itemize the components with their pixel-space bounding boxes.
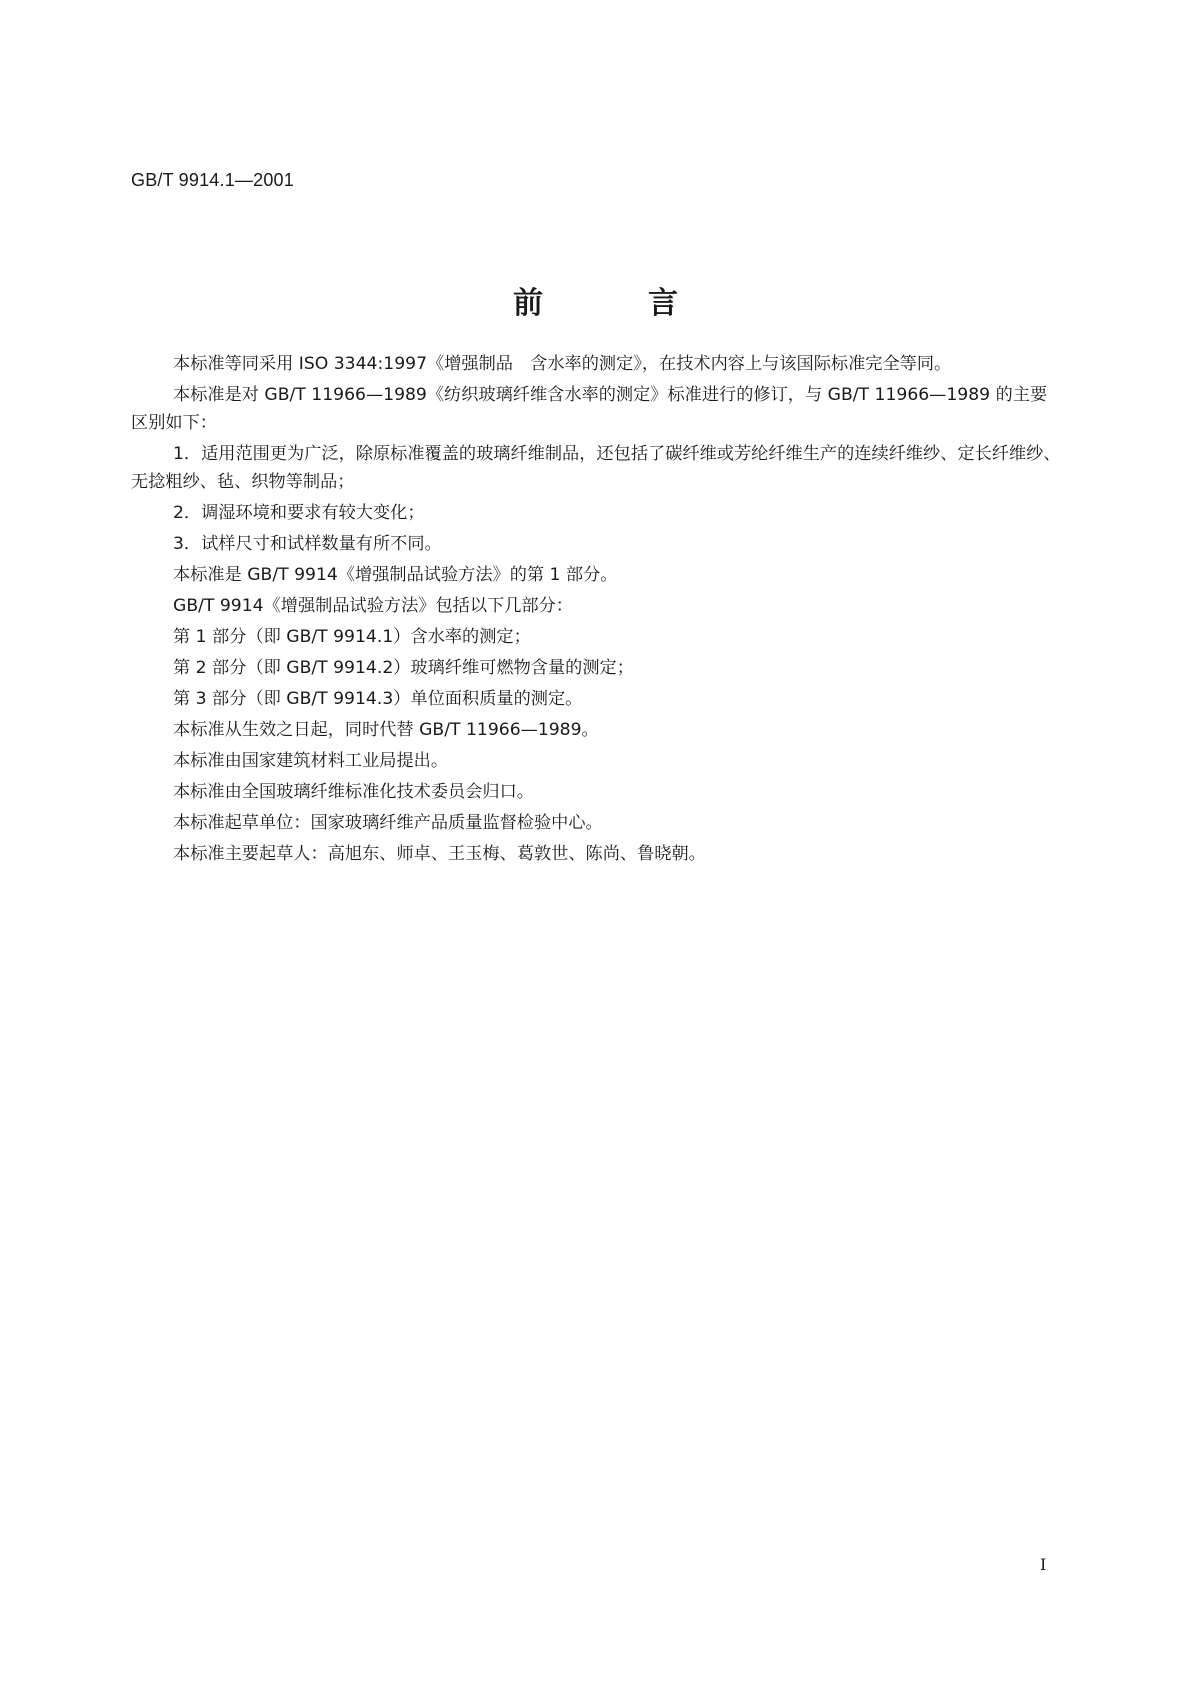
paragraph-part-of-series: 本标准是 GB/T 9914《增强制品试验方法》的第 1 部分。 xyxy=(173,565,618,585)
paragraph-revision: 本标准是对 GB/T 11966—1989《纺织玻璃纤维含水率的测定》标准进行的修订，与 GB/T 11966—1989 的主要区别如下： xyxy=(131,385,1048,433)
foreword-title xyxy=(0,278,1191,322)
list-item-part-1: 第 1 部分（即 GB/T 9914.1）含水率的测定； xyxy=(173,627,531,647)
list-item-difference-2: 2．调湿环境和要求有较大变化； xyxy=(173,503,425,523)
document-code: GB/T 9914.1—2001 xyxy=(131,170,294,190)
paragraph-series-parts: GB/T 9914《增强制品试验方法》包括以下几部分： xyxy=(173,596,573,616)
paragraph-adoption: 本标准等同采用 ISO 3344:1997《增强制品 含水率的测定》，在技术内容上与该国际标准完全等同。 xyxy=(173,354,952,374)
paragraph-drafting-unit: 本标准起草单位：国家玻璃纤维产品质量监督检验中心。 xyxy=(173,813,603,833)
page-number: I xyxy=(1040,1555,1047,1574)
foreword-title-char-2: 言 xyxy=(648,286,678,321)
foreword-title-char-1: 前 xyxy=(513,286,543,321)
list-item-difference-1: 1．适用范围更为广泛，除原标准覆盖的玻璃纤维制品，还包括了碳纤维或芳纶纤维生产的连续纤维纱、定长纤维纱、无捻粗纱、毡、织物等制品； xyxy=(131,444,1061,492)
paragraph-drafters: 本标准主要起草人：高旭东、师卓、王玉梅、葛敦世、陈尚、鲁晓朝。 xyxy=(173,844,706,864)
paragraph-proposed-by: 本标准由国家建筑材料工业局提出。 xyxy=(173,751,449,771)
list-item-difference-3: 3．试样尺寸和试样数量有所不同。 xyxy=(173,534,442,554)
list-item-part-3: 第 3 部分（即 GB/T 9914.3）单位面积质量的测定。 xyxy=(173,689,583,709)
list-item-part-2: 第 2 部分（即 GB/T 9914.2）玻璃纤维可燃物含量的测定； xyxy=(173,658,634,678)
paragraph-replacement: 本标准从生效之日起，同时代替 GB/T 11966—1989。 xyxy=(173,720,599,740)
foreword-body xyxy=(131,350,1061,871)
paragraph-administered-by: 本标准由全国玻璃纤维标准化技术委员会归口。 xyxy=(173,782,534,802)
